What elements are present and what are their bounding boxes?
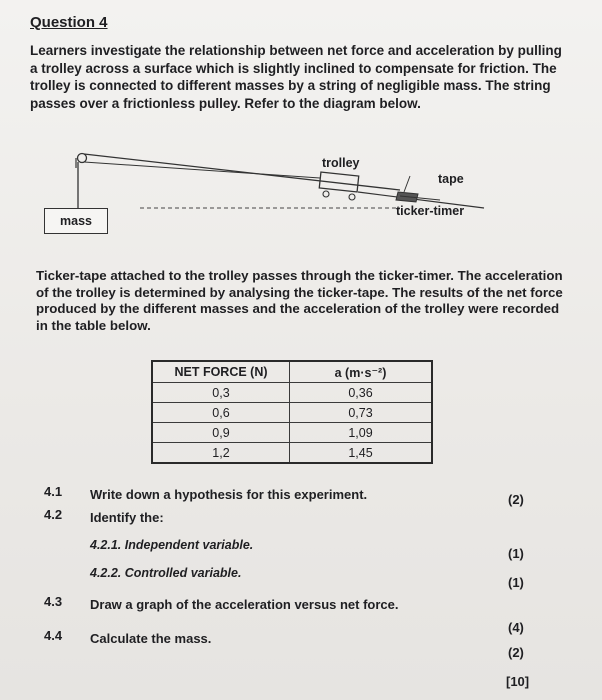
table-row	[152, 423, 432, 443]
question-title: Question 4	[30, 14, 108, 31]
question-text-4-4: Calculate the mass.	[90, 631, 212, 646]
cell-acceleration: 0,36	[290, 383, 433, 403]
question-text-4-1: Write down a hypothesis for this experiment.	[90, 487, 368, 502]
table-row	[152, 443, 432, 464]
mark-4-4: (2)	[508, 645, 524, 660]
trolley-label: trolley	[322, 156, 360, 170]
mark-4-3: (4)	[508, 620, 524, 635]
cell-acceleration: 0,73	[290, 403, 433, 423]
mark-4-2-2: (1)	[508, 575, 524, 590]
question-number-4-1: 4.1	[44, 484, 63, 499]
results-paragraph: Ticker-tape attached to the trolley passes through the ticker-timer. The acceleration of the trolley is determined by analysing the ticker-tape. The results of the net force produced by the different masses and the acceleration of the trolley were recorded in the table below.	[36, 268, 563, 333]
question-number-4-4: 4.4	[44, 628, 63, 643]
tape-label: tape	[438, 172, 464, 186]
apparatus-diagram	[0, 140, 602, 250]
ticker-timer-label: ticker-timer	[396, 204, 465, 218]
subquestion-4-2-1: 4.2.1. Independent variable.	[90, 538, 254, 552]
mark-4-1: (2)	[508, 492, 524, 507]
intro-text: Learners investigate the relationship between net force and acceleration by pulling a trolley across a surface which is slightly inclined to compensate for friction. The trolley is connected to different masses by a string of negligible mass. The string passes over a frictionless pulley. Refer to the diagram below.	[30, 43, 562, 111]
trolley-string	[84, 162, 320, 178]
question-text-4-2: Identify the:	[90, 510, 164, 525]
header-acceleration: a (m·s⁻²)	[290, 361, 433, 383]
cell-force: 0,9	[152, 423, 290, 443]
cell-force: 0,3	[152, 383, 290, 403]
table-row	[152, 383, 432, 403]
table-header-row	[152, 361, 432, 383]
results-table	[151, 360, 433, 464]
cell-acceleration: 1,09	[290, 423, 433, 443]
trolley-wheel	[323, 191, 329, 197]
question-number-4-2: 4.2	[44, 507, 63, 522]
cell-acceleration: 1,45	[290, 443, 433, 464]
total-marks: [10]	[506, 674, 530, 689]
mass-box: mass	[44, 208, 108, 234]
subquestion-4-2-2: 4.2.2. Controlled variable.	[90, 566, 242, 580]
header-net-force: NET FORCE (N)	[152, 361, 290, 383]
cell-force: 0,6	[152, 403, 290, 423]
cell-force: 1,2	[152, 443, 290, 464]
question-text-4-3: Draw a graph of the acceleration versus net force.	[90, 597, 399, 612]
question-number-4-3: 4.3	[44, 594, 63, 609]
trolley-wheel	[349, 194, 355, 200]
table-row	[152, 403, 432, 423]
pulley-icon	[78, 154, 87, 163]
mark-4-2-1: (1)	[508, 546, 524, 561]
